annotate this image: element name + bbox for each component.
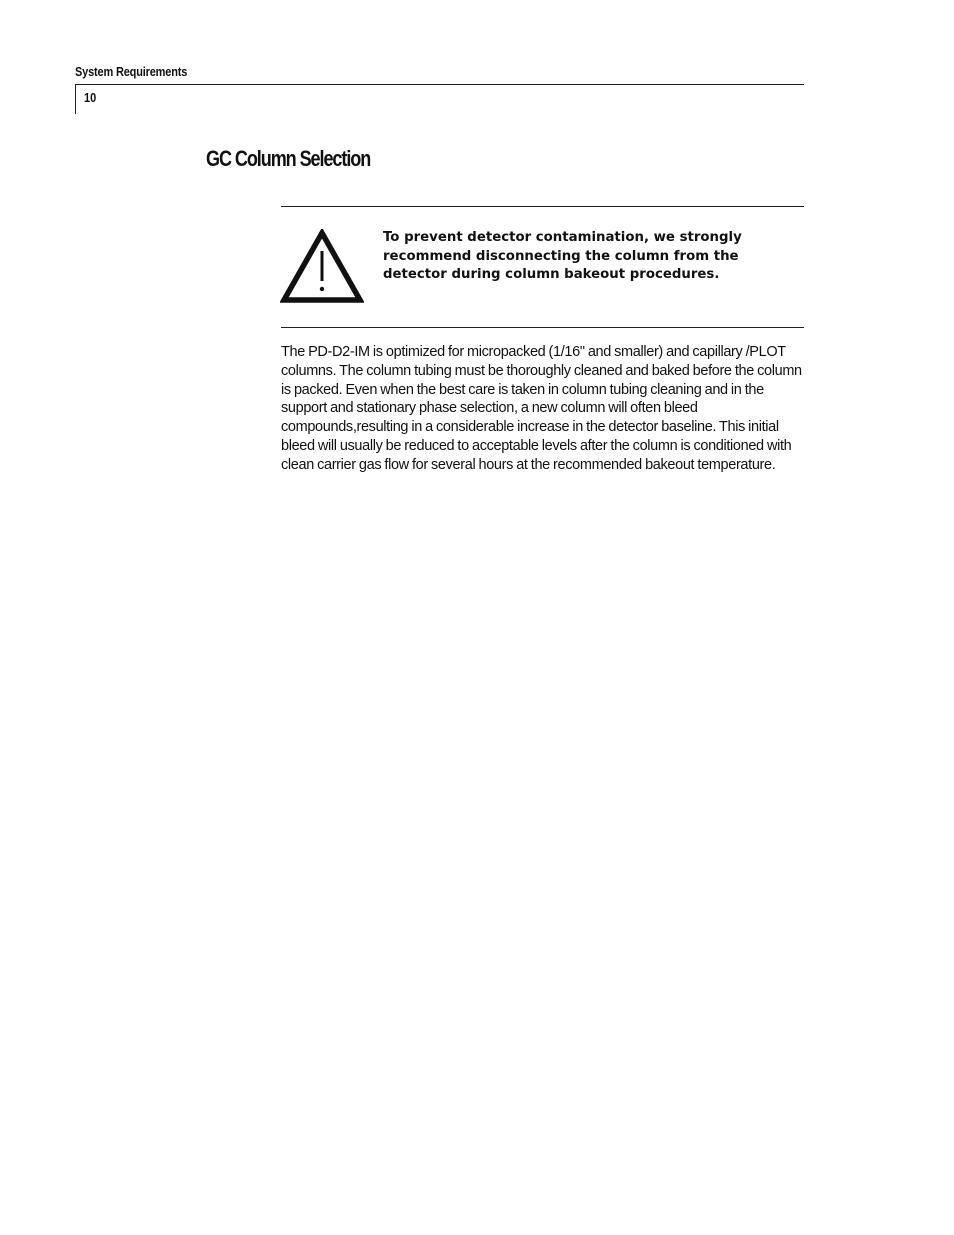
warning-triangle-icon [280, 229, 364, 304]
warning-bottom-rule [281, 327, 804, 328]
page-number: 10 [84, 91, 97, 105]
header-rule [75, 84, 804, 85]
warning-message: To prevent detector contamination, we strongly recommend disconnecting the column from the detector during column bakeout procedures. [383, 230, 742, 283]
body-paragraph: The PD-D2-IM is optimized for micropacked (1/16" and smaller) and capillary /PLOT columns. The column tubing must be thoroughly cleaned and baked before the column is packed. Even when the best care is taken in column tubing cleaning and in the support and stationary phase selection, a new column will often bleed compounds,resulting in a considerable increase in the detector baseline. This initial bleed will usually be reduced to acceptable levels after the column is conditioned with clean carrier gas flow for several hours at the recommended bakeout temperature. [281, 344, 802, 473]
section-title: GC Column Selection [206, 146, 371, 171]
header-vertical-rule [75, 84, 76, 114]
running-header-title: System Requirements [75, 65, 188, 79]
warning-top-rule [281, 206, 804, 207]
